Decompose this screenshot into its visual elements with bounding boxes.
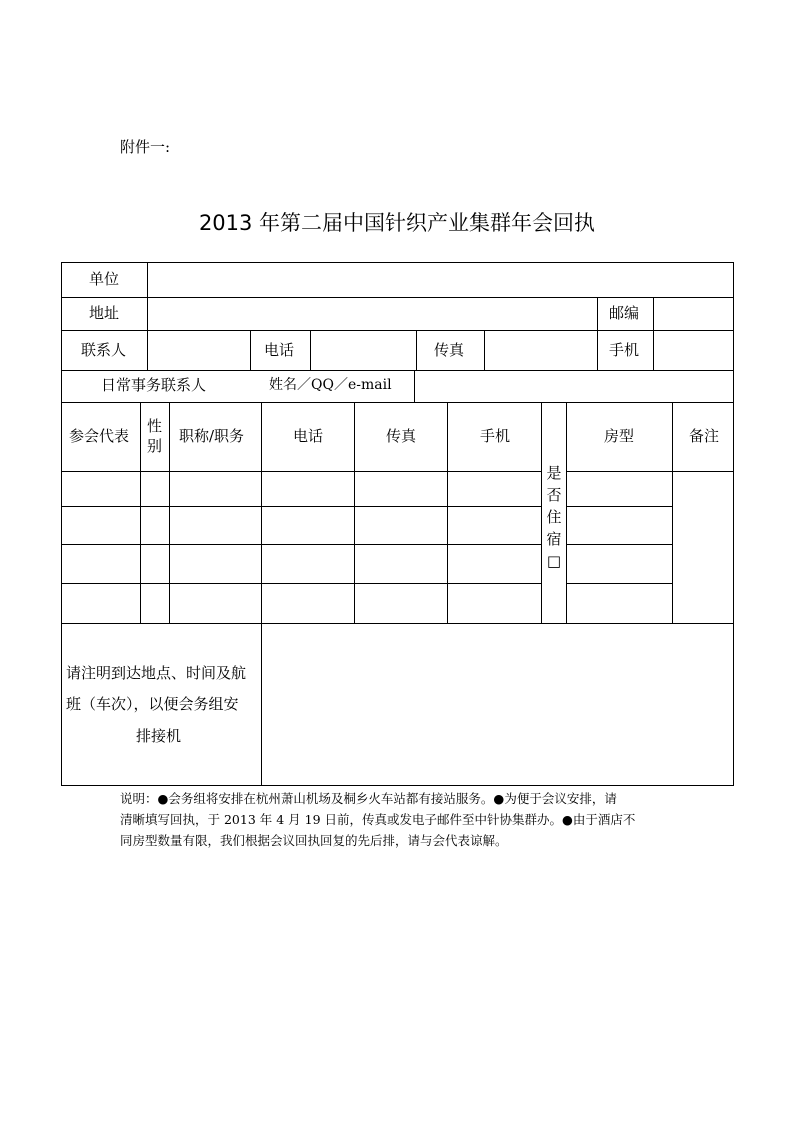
page-title: 2013 年第二届中国针织产业集群年会回执 [198,211,596,235]
col-divider [566,402,567,623]
arrival-info-line1: 请注明到达地点、时间及航 [66,664,247,682]
phone-label: 电话 [264,341,295,359]
attachment-label: 附件一: [120,138,171,156]
fax-input[interactable] [485,331,597,370]
contact-label: 联系人 [81,341,127,359]
note-line: 说明：●会务组将安排在杭州萧山机场及桐乡火车站都有接站服务。●为便于会议安排，请 [120,791,617,806]
mobile-input[interactable] [654,331,733,370]
mobile-label: 手机 [609,341,640,359]
col-divider [169,402,170,623]
address-input[interactable] [148,298,597,330]
arrival-info-input[interactable] [262,624,733,785]
note-paragraph [120,788,682,851]
note-line: 清晰填写回执，于 2013 年 4 月 19 日前，传真或发电子邮件至中针协集群办。●由于酒店不 [120,812,636,827]
delegate-header-divider [566,471,734,472]
row-divider [61,402,734,403]
unit-input[interactable] [148,263,733,297]
col-divider [597,297,598,370]
gender-header-2: 别 [147,437,163,455]
delegate-row-divider [61,583,541,584]
room-type-header: 房型 [604,427,635,445]
lodging-checkbox[interactable]: □ [546,552,562,570]
delegate-row-divider [566,583,672,584]
title-position-header: 职称/职务 [179,427,245,445]
delegate-phone-header: 电话 [293,427,324,445]
delegate-row-divider [61,544,541,545]
postcode-label: 邮编 [609,304,640,322]
postcode-input[interactable] [654,298,733,330]
col-divider [354,402,355,623]
delegate-fax-header: 传真 [386,427,417,445]
col-divider [416,330,417,370]
note-line: 同房型数量有限，我们根据会议回执回复的先后排，请与会代表谅解。 [120,833,508,848]
lodging-vertical-label [544,462,564,572]
phone-input[interactable] [311,331,416,370]
arrival-info-line2: 班（车次），以便会务组安 [66,695,239,713]
lodging-char: 宿 [546,530,562,548]
delegate-row-divider [61,506,541,507]
col-divider [672,402,673,623]
unit-label: 单位 [89,270,120,288]
daily-contact-label: 日常事务联系人 [101,376,207,394]
representative-header: 参会代表 [69,427,130,445]
col-divider [250,330,251,370]
delegate-row-divider [566,544,672,545]
delegate-row-divider [566,506,672,507]
fax-label: 传真 [434,341,465,359]
delegate-mobile-header: 手机 [480,427,511,445]
lodging-char: 住 [546,508,562,526]
arrival-info-line3: 排接机 [136,727,182,745]
delegate-header-divider [61,471,541,472]
daily-contact-fields-label: 姓名／QQ／e-mail [269,377,392,393]
lodging-char: 是 [546,464,562,482]
contact-input[interactable] [148,331,250,370]
lodging-char: 否 [546,486,562,504]
col-divider [541,402,542,623]
gender-header-1: 性 [147,417,163,435]
remarks-header: 备注 [689,427,720,445]
col-divider [447,402,448,623]
address-label: 地址 [89,304,120,322]
daily-contact-input[interactable] [415,371,733,402]
col-divider [140,402,141,623]
